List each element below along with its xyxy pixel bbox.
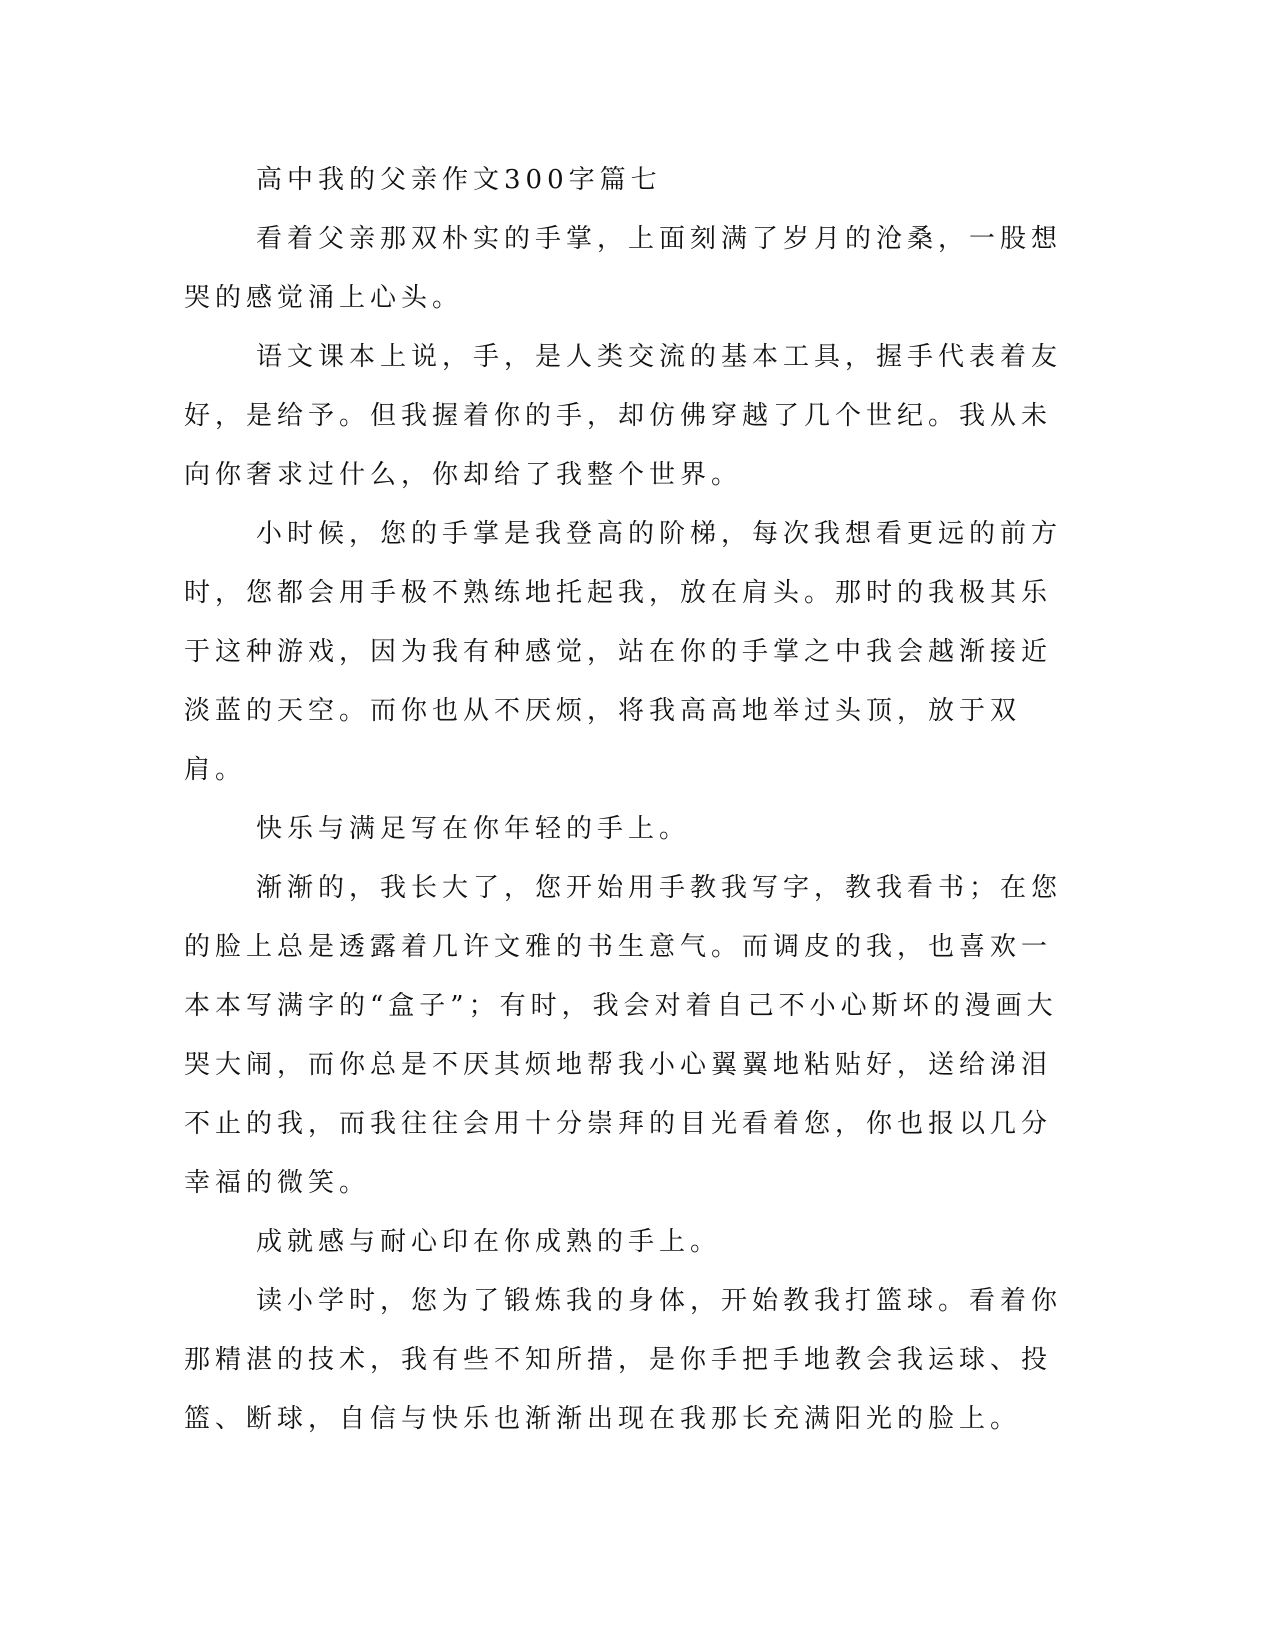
paragraph: 读小学时，您为了锻炼我的身体，开始教我打篮球。看着你那精湛的技术，我有些不知所措，是你手把手地教会我运球、投篮、断球，自信与快乐也渐渐出现在我那长充满阳光的脸上。 <box>184 1286 1063 1434</box>
paragraph: 语文课本上说，手，是人类交流的基本工具，握手代表着友好，是给予。但我握着你的手，却仿佛穿越了几个世纪。我从未向你奢求过什么，你却给了我整个世界。 <box>184 342 1063 490</box>
paragraph: 渐渐的，我长大了，您开始用手教我写字，教我看书；在您的脸上总是透露着几许文雅的书生意气。而调皮的我，也喜欢一本本写满字的“盒子”；有时，我会对着自己不小心斯坏的漫画大哭大闹，而你总是不厌其烦地帮我小心翼翼地粘贴好，送给涕泪不止的我，而我往往会用十分崇拜的目光看着您，你也报以几分幸福的微笑。 <box>184 873 1063 1198</box>
essay-title: 高中我的父亲作文300字篇七 <box>256 165 662 195</box>
paragraph: 快乐与满足写在你年轻的手上。 <box>256 814 691 844</box>
paragraph: 小时候，您的手掌是我登高的阶梯，每次我想看更远的前方时，您都会用手极不熟练地托起我，放在肩头。那时的我极其乐于这种游戏，因为我有种感觉，站在你的手掌之中我会越渐接近淡蓝的天空。而你也从不厌烦，将我高高地举过头顶，放于双肩。 <box>184 519 1063 785</box>
paragraph: 看着父亲那双朴实的手掌，上面刻满了岁月的沧桑，一股想哭的感觉涌上心头。 <box>184 224 1063 313</box>
paragraph: 成就感与耐心印在你成熟的手上。 <box>256 1227 722 1257</box>
document-body <box>184 151 1079 1449</box>
